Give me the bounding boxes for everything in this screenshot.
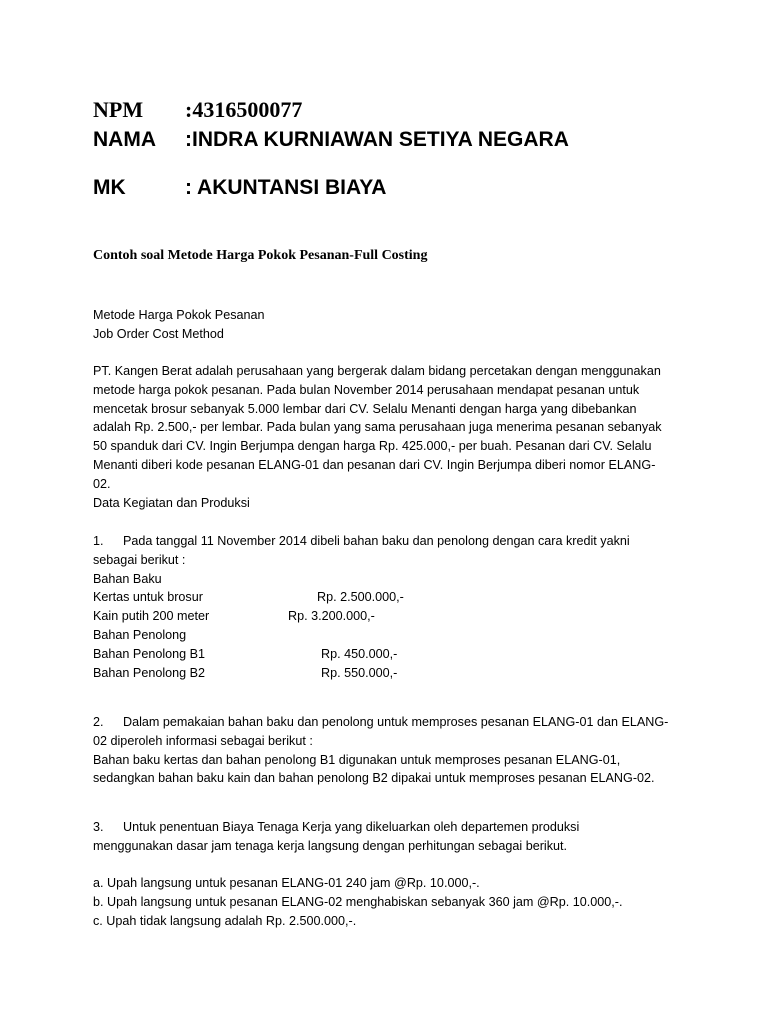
intro-line-1: Metode Harga Pokok Pesanan [93, 308, 265, 322]
item-2-line-1: 2. Dalam pemakaian bahan baku dan penolong untuk memproses pesanan ELANG-01 dan ELANG- [93, 713, 683, 732]
item-3-line-1: 3. Untuk penentuan Biaya Tenaga Kerja yang dikeluarkan oleh departemen produksi [93, 818, 683, 837]
nama-label: NAMA [93, 128, 156, 151]
bahan-baku-heading: Bahan Baku [93, 571, 162, 586]
nama-value: :INDRA KURNIAWAN SETIYA NEGARA [185, 128, 569, 151]
kain-row [93, 607, 683, 626]
kertas-amount: Rp. 2.500.000,- [317, 590, 404, 605]
item-1 [93, 532, 683, 682]
paragraph-line: 50 spanduk dari CV. Ingin Berjumpa dengan harga Rp. 425.000,- per buah. Pesanan dari CV. Selalu [93, 439, 652, 454]
item-2-line-2: 02 diperoleh informasi sebagai berikut : [93, 733, 313, 748]
detail-c: c. Upah tidak langsung adalah Rp. 2.500.000,-. [93, 913, 357, 928]
item-1-number: 1. [93, 534, 104, 548]
item-2-line-4: sedangkan bahan baku kain dan bahan penolong B2 dipakai untuk memproses pesanan ELANG-02. [93, 771, 655, 786]
mk-label: MK [93, 176, 126, 199]
mk-line [93, 175, 386, 201]
kain-label: Kain putih 200 meter [93, 609, 210, 624]
document-subtitle: Contoh soal Metode Harga Pokok Pesanan-Full Costing [93, 248, 428, 263]
nama-line [93, 127, 569, 153]
paragraph-line: mencetak brosur sebanyak 5.000 lembar dari CV. Selalu Menanti dengan harga yang dibebankan [93, 401, 637, 416]
item-1-line-1: 1. Pada tanggal 11 November 2014 dibeli bahan baku dan penolong dengan cara kredit yakni [93, 532, 683, 551]
item-3-details [93, 874, 683, 930]
npm-line [93, 97, 302, 123]
bahan-penolong-heading: Bahan Penolong [93, 627, 187, 642]
kertas-row [93, 588, 683, 607]
b1-row [93, 645, 683, 664]
data-heading: Data Kegiatan dan Produksi [93, 495, 250, 510]
description-paragraph [93, 362, 683, 512]
mk-value: : AKUNTANSI BIAYA [185, 176, 387, 199]
b2-row [93, 664, 683, 683]
b2-amount: Rp. 550.000,- [321, 665, 398, 680]
paragraph-line: PT. Kangen Berat adalah perusahaan yang bergerak dalam bidang percetakan dengan menggunakan [93, 364, 661, 378]
kain-amount: Rp. 3.200.000,- [288, 609, 375, 624]
intro-line-2: Job Order Cost Method [93, 326, 224, 341]
npm-value: :4316500077 [185, 97, 303, 122]
paragraph-line: metode harga pokok pesanan. Pada bulan November 2014 perusahaan mendapat pesanan untuk [93, 382, 640, 397]
b2-label: Bahan Penolong B2 [93, 665, 206, 680]
npm-label: NPM [93, 97, 144, 122]
item-2 [93, 713, 683, 788]
intro-block [93, 306, 683, 344]
b1-label: Bahan Penolong B1 [93, 646, 206, 661]
paragraph-line: adalah Rp. 2.500,- per lembar. Pada bulan yang sama perusahaan juga menerima pesanan sebanyak [93, 420, 662, 435]
paragraph-line: Menanti diberi kode pesanan ELANG-01 dan pesanan dari CV. Ingin Berjumpa diberi nomor ELANG- [93, 457, 656, 472]
detail-b: b. Upah langsung untuk pesanan ELANG-02 menghabiskan sebanyak 360 jam @Rp. 10.000,-. [93, 894, 623, 909]
item-3 [93, 818, 683, 856]
detail-a: a. Upah langsung untuk pesanan ELANG-01 240 jam @Rp. 10.000,-. [93, 876, 480, 890]
item-1-line-2: sebagai berikut : [93, 552, 186, 567]
paragraph-line: 02. [93, 476, 111, 491]
item-2-number: 2. [93, 715, 104, 729]
kertas-label: Kertas untuk brosur [93, 590, 203, 605]
item-3-line-2: menggunakan dasar jam tenaga kerja langsung dengan perhitungan sebagai berikut. [93, 838, 568, 853]
b1-amount: Rp. 450.000,- [321, 646, 398, 661]
item-3-number: 3. [93, 820, 104, 834]
item-2-line-3: Bahan baku kertas dan bahan penolong B1 digunakan untuk memproses pesanan ELANG-01, [93, 752, 621, 767]
